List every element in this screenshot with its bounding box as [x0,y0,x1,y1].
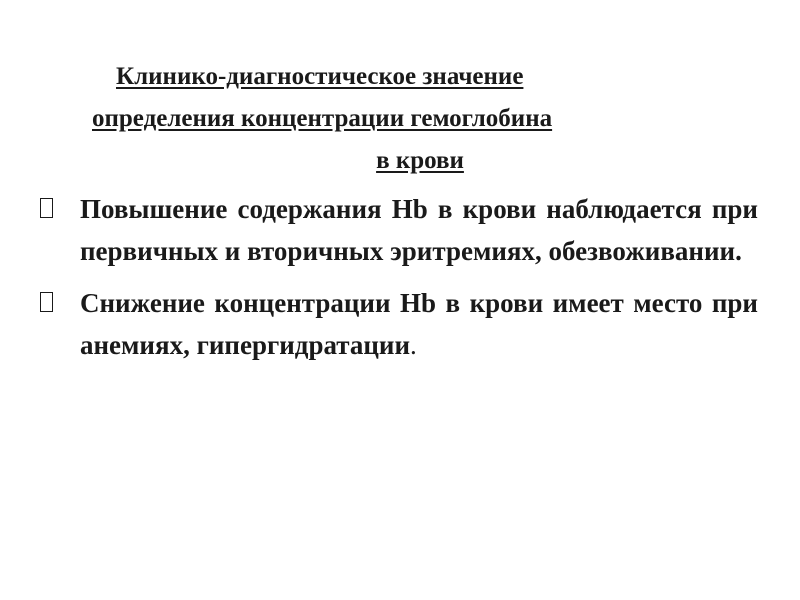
square-bullet-icon [40,292,53,312]
bullet-text-main: Повышение содержания Hb в крови наблюдается при первичных и вторичных эритремиях, обезвоживании. [80,194,758,266]
list-item [40,188,758,272]
square-bullet-icon [40,198,53,218]
bullet-text [80,194,758,266]
title-line-1: Клинико-диагностическое значение [116,63,524,90]
bullet-text [80,288,758,360]
bullet-text-main: Снижение концентрации Hb в крови имеет место при анемиях, гипергидратации [80,288,758,360]
title-line-2: определения концентрации гемоглобина [92,105,553,132]
list-item [40,282,758,366]
bullet-list [40,188,758,366]
slide-title [0,56,800,182]
title-line-3: в крови [376,147,464,174]
bullet-text-tail: . [410,330,417,360]
